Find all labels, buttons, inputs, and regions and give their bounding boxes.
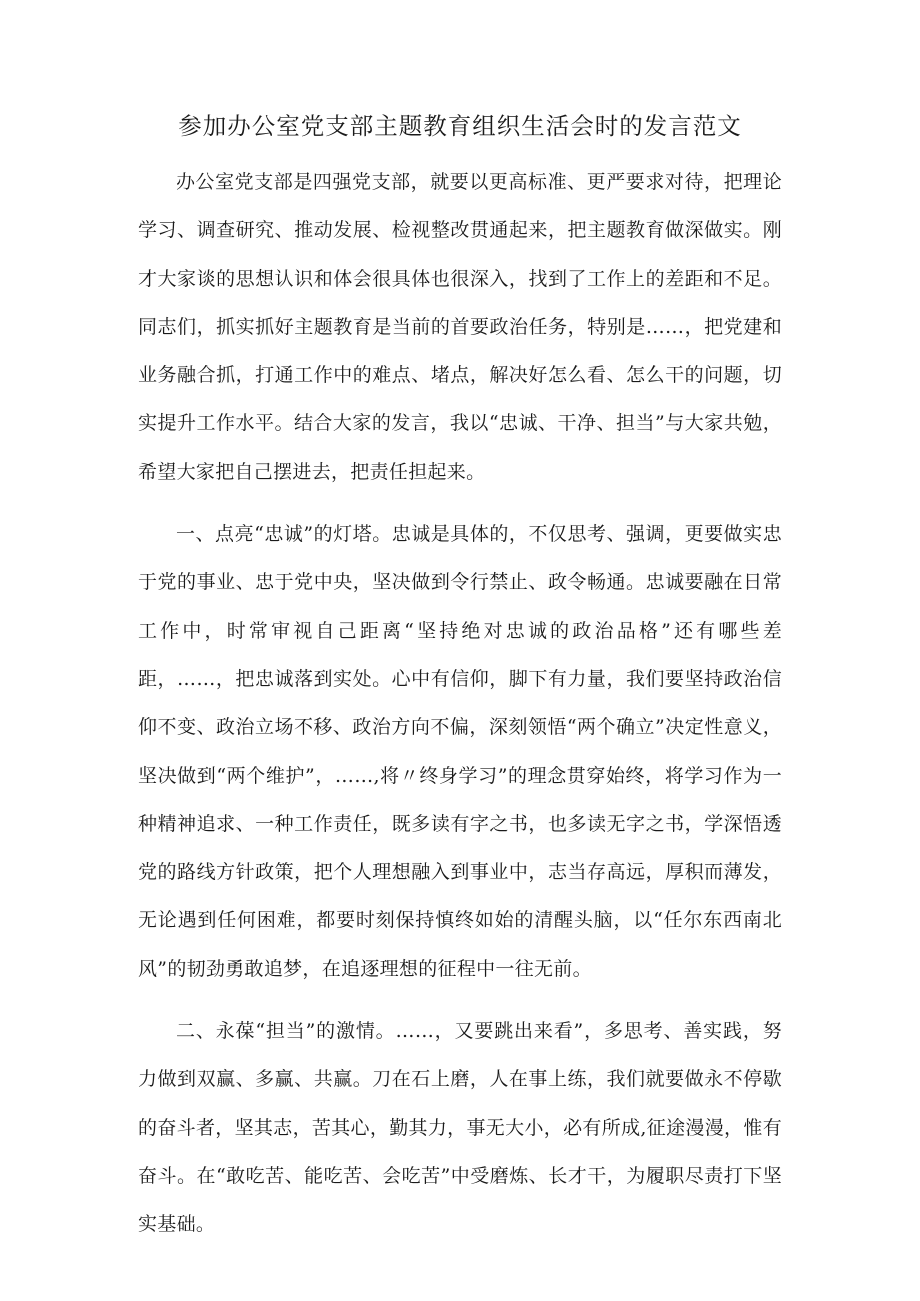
document-title: 参加办公室党支部主题教育组织生活会时的发言范文 bbox=[178, 112, 742, 140]
paragraph-loyalty: 一、点亮“忠诚”的灯塔。忠诚是具体的，不仅思考、强调，更要做实忠于党的事业、忠于党中央，坚决做到令行禁止、政令畅通。忠诚要融在日常工作中，时常审视自己距离“坚持绝对忠诚的政治品格”还有哪些差距，……，把忠诚落到实处。心中有信仰，脚下有力量，我们要坚持政治信仰不变、政治立场不移、政治方向不偏，深刻领悟“两个确立”决定性意义，坚决做到“两个维护”，……,将〃终身学习”的理念贯穿始终，将学习作为一种精神追求、一种工作责任，既多读有字之书，也多读无字之书，学深悟透党的路线方针政策，把个人理想融入到事业中，志当存高远，厚积而薄发，无论遇到任何困难，都要时刻保持慎终如始的清醒头脑，以“任尔东西南北风”的韧劲勇敢追梦，在追逐理想的征程中一往无前。 bbox=[138, 523, 782, 980]
paragraph-intro: 办公室党支部是四强党支部，就要以更高标准、更严要求对待，把理论学习、调查研究、推动发展、检视整改贯通起来，把主题教育做深做实。刚才大家谈的思想认识和体会很具体也很深入，找到了工作上的差距和不足。同志们，抓实抓好主题教育是当前的首要政治任务，特别是……，把党建和业务融合抓，打通工作中的难点、堵点，解决好怎么看、怎么干的问题，切实提升工作水平。结合大家的发言，我以“忠诚、干净、担当”与大家共勉，希望大家把自己摆进去，把责任担起来。 bbox=[138, 171, 782, 483]
paragraph-responsibility: 二、永葆“担当”的激情。……，又要跳出来看”，多思考、善实践，努力做到双赢、多赢、共赢。刀在石上磨，人在事上练，我们就要做永不停歇的奋斗者，坚其志，苦其心，勤其力，事无大小，必有所成,征途漫漫，惟有奋斗。在“敢吃苦、能吃苦、会吃苦”中受磨炼、长才干，为履职尽责打下坚实基础。 bbox=[138, 1020, 782, 1236]
